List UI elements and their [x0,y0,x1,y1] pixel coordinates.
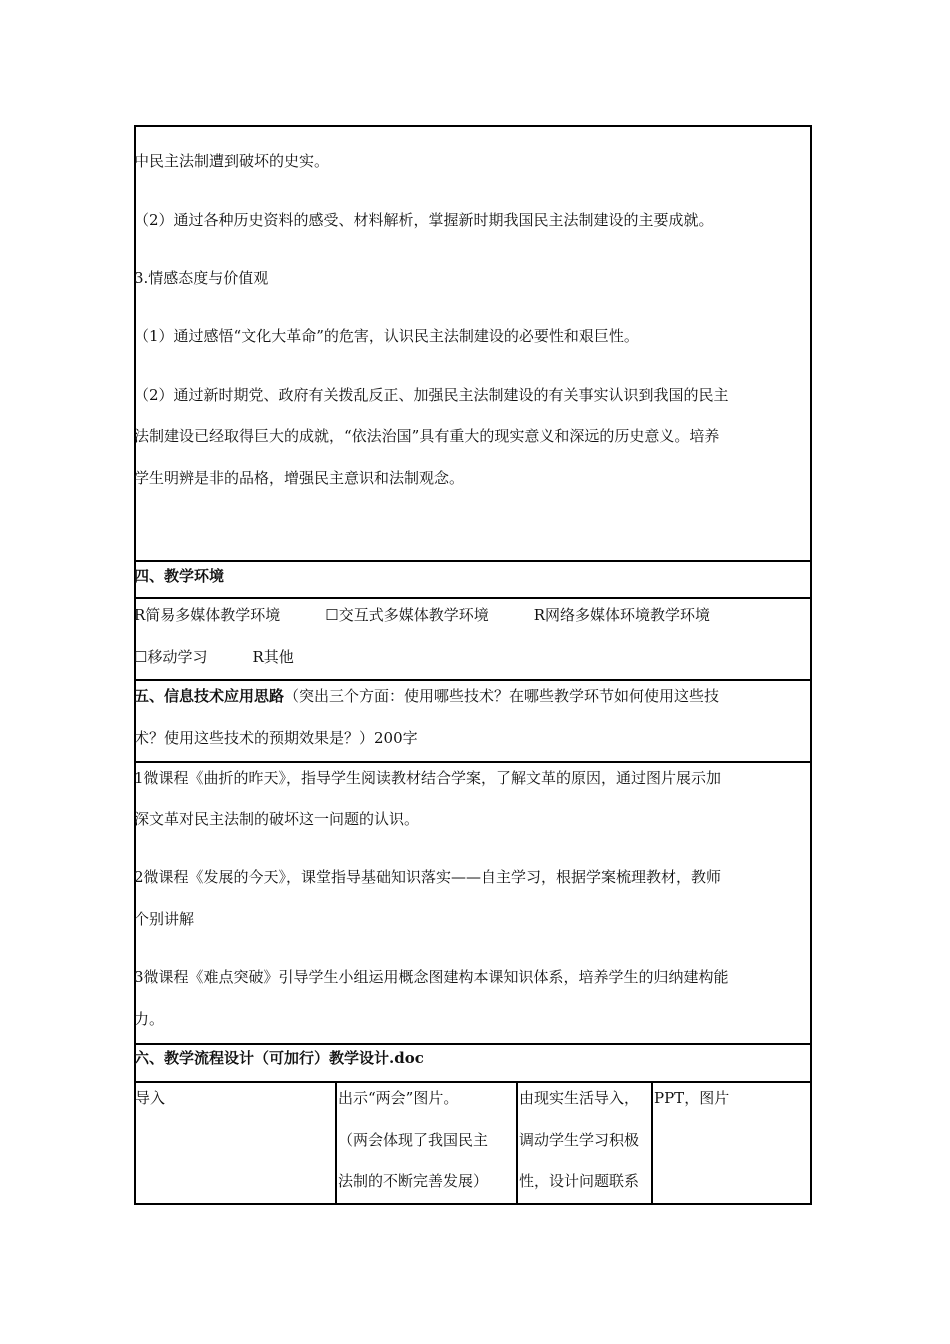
objective-line: （1）通过感悟“文化大革命”的危害，认识民主法制建设的必要性和艰巨性。 [134,327,639,345]
flow-intent-line: 由现实生活导入， [519,1089,640,1107]
it-paragraph-line: 3微课程《难点突破》引导学生小组运用概念图建构本课知识体系，培养学生的归纳建构能 [134,968,729,986]
flow-intent-line: 调动学生学习积极 [519,1131,640,1149]
row-divider [134,597,812,599]
row-divider [134,560,812,562]
it-paragraph-line: 2微课程《发展的今天》，课堂指导基础知识落实——自主学习，根据学案梳理教材，教师 [134,868,722,886]
flow-intent-line: 性，设计问题联系 [519,1172,640,1190]
objective-line: 法制建设已经取得巨大的成就，“依法治国”具有重大的现实意义和深远的历史意义。培养 [134,427,720,445]
it-paragraph-line: 个别讲解 [134,910,195,928]
objective-line: （2）通过新时期党、政府有关拨乱反正、加强民主法制建设的有关事实认识到我国的民主 [134,386,729,404]
section-heading-it-note: （突出三个方面：使用哪些技术？在哪些教学环节如何使用这些技 [284,687,720,705]
section-heading-it [134,686,719,706]
column-divider [651,1082,653,1205]
section-heading-it-title: 五、信息技术应用思路 [134,687,285,705]
row-divider [134,761,812,763]
row-divider [134,1081,812,1083]
flow-stage-cell: 导入 [135,1089,166,1107]
environment-options-line: R简易多媒体教学环境 ☐交互式多媒体教学环境 R网络多媒体环境教学环境 [134,606,711,624]
environment-options-line: ☐移动学习 R其他 [134,648,294,666]
flow-activity-line: 法制的不断完善发展） [338,1172,489,1190]
column-divider [335,1082,337,1205]
it-paragraph-line: 力。 [134,1010,165,1028]
column-divider [516,1082,518,1205]
objective-line: （2）通过各种历史资料的感受、材料解析，掌握新时期我国民主法制建设的主要成就。 [134,211,714,229]
it-paragraph-line: 1微课程《曲折的昨天》，指导学生阅读教材结合学案，了解文革的原因，通过图片展示加 [134,769,722,787]
section-heading-environment: 四、教学环境 [134,567,225,585]
section-heading-it-note-line2: 术？使用这些技术的预期效果是？）200字 [134,729,418,747]
it-paragraph-line: 深文革对民主法制的破坏这一问题的认识。 [134,810,420,828]
flow-activity-line: 出示“两会”图片。 [338,1089,459,1107]
objective-subheading: 3.情感态度与价值观 [134,269,269,287]
row-divider [134,679,812,681]
objective-line: 学生明辨是非的品格，增强民主意识和法制观念。 [134,469,465,487]
row-divider [134,1043,812,1045]
flow-activity-line: （两会体现了我国民主 [338,1131,489,1149]
objective-line: 中民主法制遭到破坏的史实。 [134,152,330,170]
section-heading-flow: 六、教学流程设计（可加行）教学设计.doc [134,1049,424,1067]
flow-resources-cell: PPT，图片 [654,1089,730,1107]
